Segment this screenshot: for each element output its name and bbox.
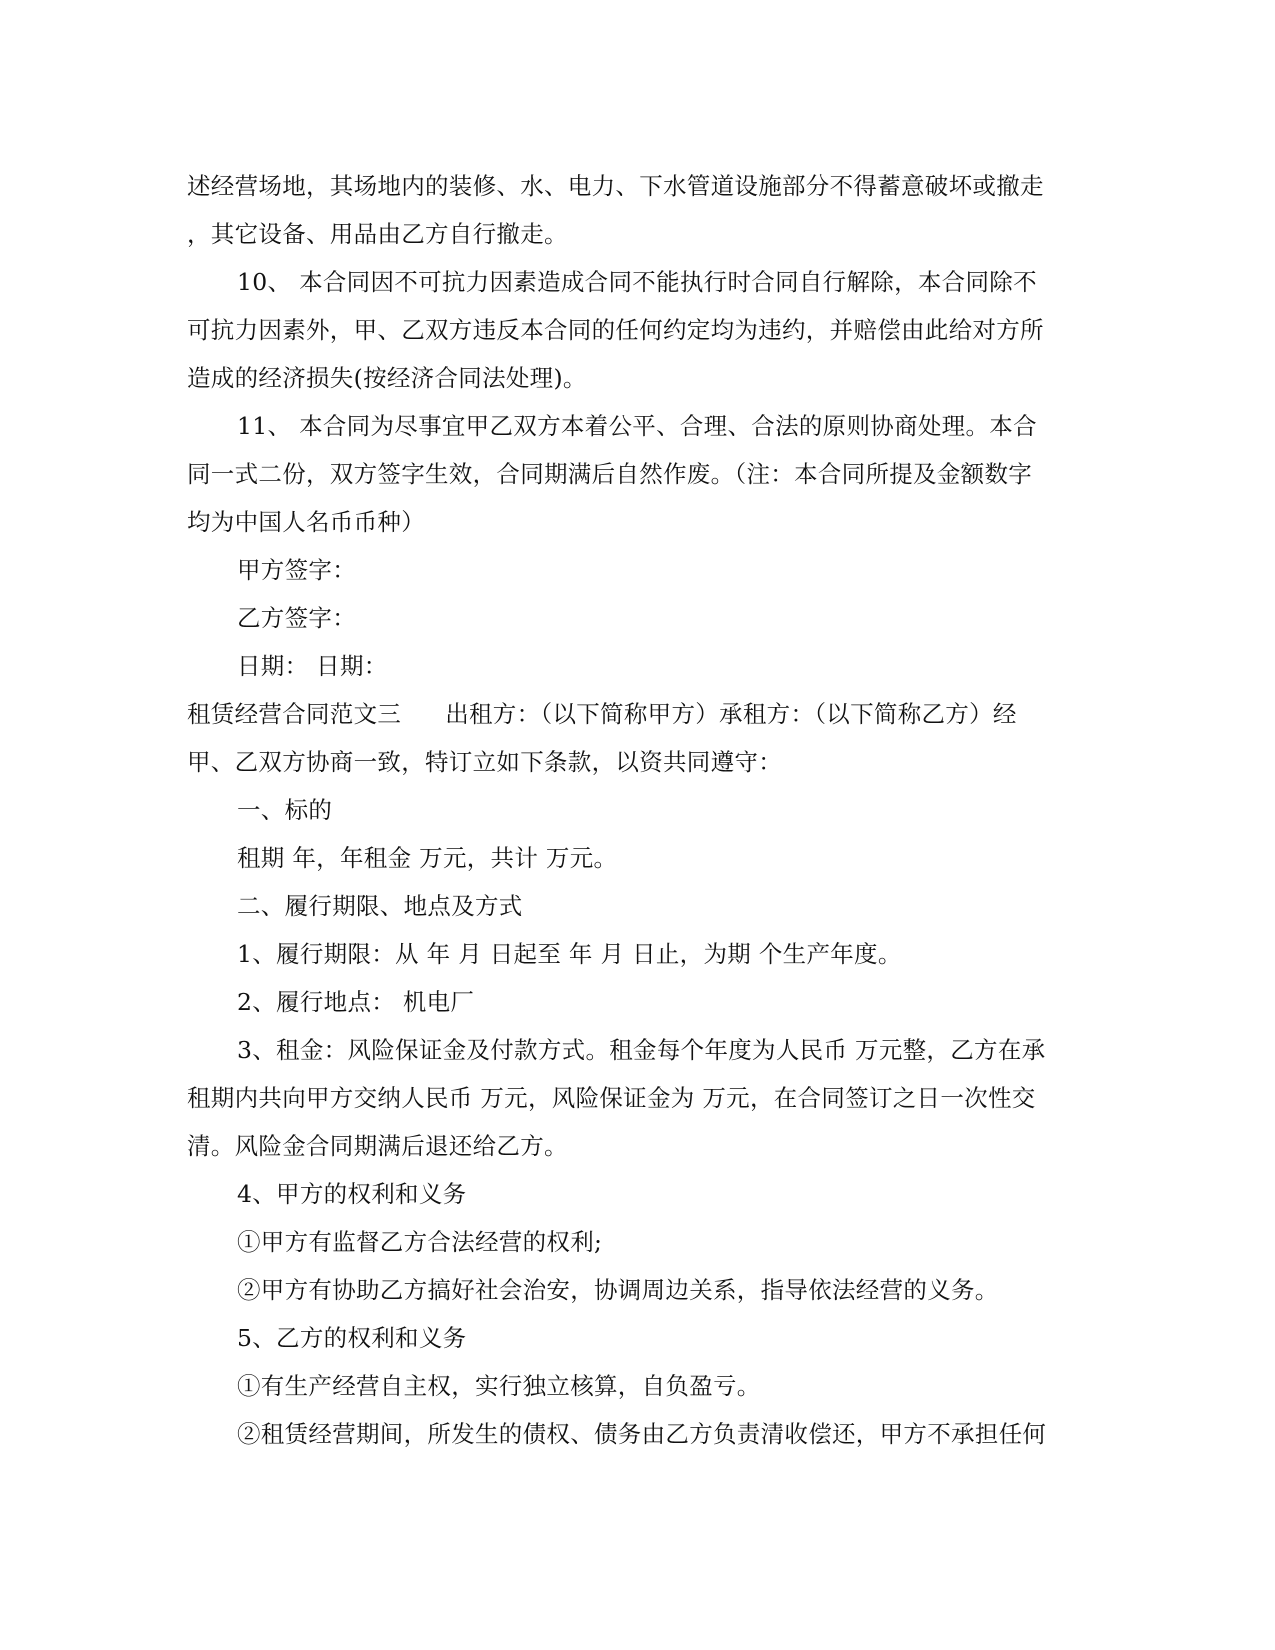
paragraph-line: 3、租金：风险保证金及付款方式。租金每个年度为人民币 万元整，乙方在承 bbox=[237, 1036, 1046, 1064]
paragraph-line: 造成的经济损失(按经济合同法处理)。 bbox=[187, 364, 587, 392]
heading-party-a-rights: 4、甲方的权利和义务 bbox=[237, 1180, 467, 1208]
clause-10-line: 10、 本合同因不可抗力因素造成合同不能执行时合同自行解除，本合同除不 bbox=[237, 268, 1037, 296]
paragraph-line: 租期内共向甲方交纳人民币 万元，风险保证金为 万元，在合同签订之日一次性交 bbox=[187, 1084, 1036, 1112]
paragraph-line: 述经营场地，其场地内的装修、水、电力、下水管道设施部分不得蓄意破坏或撤走 bbox=[187, 172, 1044, 200]
heading-subject: 一、标的 bbox=[237, 796, 333, 824]
party-a-signature-label: 甲方签字： bbox=[237, 556, 356, 584]
paragraph-line: 同一式二份，双方签字生效，合同期满后自然作废。（注：本合同所提及金额数字 bbox=[187, 460, 1033, 488]
paragraph-line: 2、履行地点： 机电厂 bbox=[237, 988, 475, 1016]
party-b-signature-label: 乙方签字： bbox=[237, 604, 356, 632]
heading-performance: 二、履行期限、地点及方式 bbox=[237, 892, 523, 920]
list-item: ①甲方有监督乙方合法经营的权利; bbox=[237, 1228, 603, 1256]
paragraph-line: 甲、乙双方协商一致，特订立如下条款，以资共同遵守： bbox=[187, 748, 782, 776]
section-intro: 出租方：（以下简称甲方）承租方：（以下简称乙方）经 bbox=[445, 700, 1017, 728]
heading-party-b-rights: 5、乙方的权利和义务 bbox=[237, 1324, 467, 1352]
paragraph-line: ，其它设备、用品由乙方自行撤走。 bbox=[187, 220, 568, 248]
list-item: ②租赁经营期间，所发生的债权、债务由乙方负责清收偿还，甲方不承担任何 bbox=[237, 1420, 1047, 1448]
paragraph-line: 清。风险金合同期满后退还给乙方。 bbox=[187, 1132, 568, 1160]
section-title: 租赁经营合同范文三 bbox=[187, 700, 402, 728]
section-title-line bbox=[187, 690, 1082, 738]
paragraph-line: 均为中国人名币币种） bbox=[187, 508, 425, 536]
date-label: 日期： 日期： bbox=[237, 652, 388, 680]
paragraph-line: 租期 年，年租金 万元，共计 万元。 bbox=[237, 844, 618, 872]
document-body bbox=[187, 162, 1082, 1458]
paragraph-line: 1、履行期限：从 年 月 日起至 年 月 日止，为期 个生产年度。 bbox=[237, 940, 902, 968]
paragraph-line: 可抗力因素外，甲、乙双方违反本合同的任何约定均为违约，并赔偿由此给对方所 bbox=[187, 316, 1044, 344]
list-item: ②甲方有协助乙方搞好社会治安，协调周边关系，指导依法经营的义务。 bbox=[237, 1276, 999, 1304]
clause-11-line: 11、 本合同为尽事宜甲乙双方本着公平、合理、合法的原则协商处理。本合 bbox=[237, 412, 1037, 440]
list-item: ①有生产经营自主权，实行独立核算，自负盈亏。 bbox=[237, 1372, 761, 1400]
